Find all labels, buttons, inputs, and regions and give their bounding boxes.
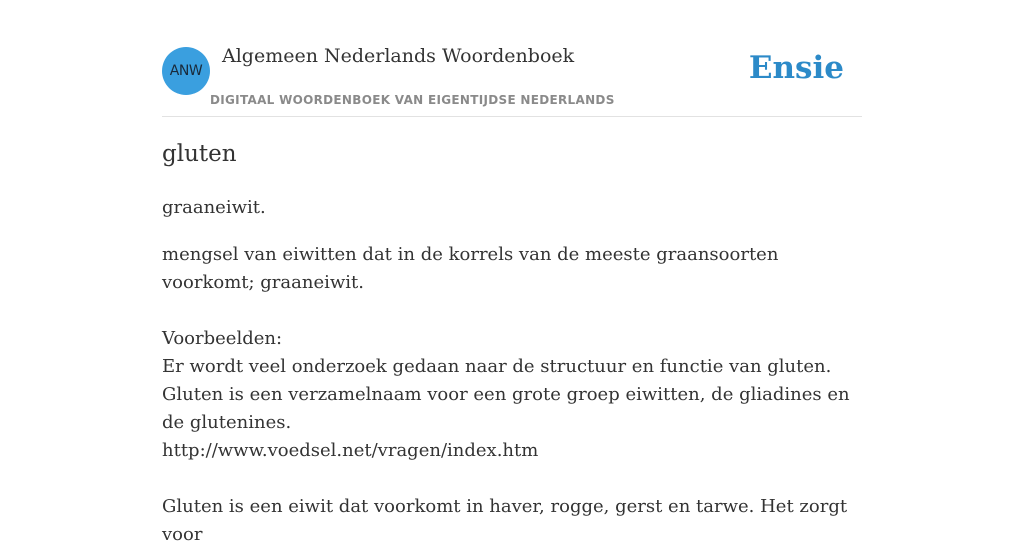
spacer [162, 297, 862, 325]
example-text: Gluten is een eiwit dat voorkomt in haver, rogge, gerst en tarwe. Het zorgt voor [162, 496, 848, 545]
site-title[interactable]: Algemeen Nederlands Woordenboek [222, 45, 575, 67]
spacer [162, 465, 862, 493]
long-definition: mengsel van eiwitten dat in de korrels van de meeste graansoorten voorkomt; graaneiwit. [162, 244, 779, 293]
entry-content [162, 138, 862, 549]
example-source: http://www.voedsel.net/vragen/index.htm [162, 440, 539, 461]
ensie-brand-logo[interactable]: Ensie [748, 50, 844, 86]
example-text: Er wordt veel onderzoek gedaan naar de structuur en functie van gluten. Gluten is een verzamelnaam voor een grote groep eiwitten, de gliadines en de glutenines. [162, 356, 850, 433]
entry-headword: gluten [162, 141, 237, 167]
examples-label: Voorbeelden: [162, 328, 283, 349]
site-header [162, 0, 862, 117]
short-definition: graaneiwit. [162, 197, 266, 218]
anw-logo[interactable]: ANW [162, 47, 210, 95]
site-subtitle: DIGITAAL WOORDENBOEK VAN EIGENTIJDSE NEDERLANDS [210, 93, 615, 107]
